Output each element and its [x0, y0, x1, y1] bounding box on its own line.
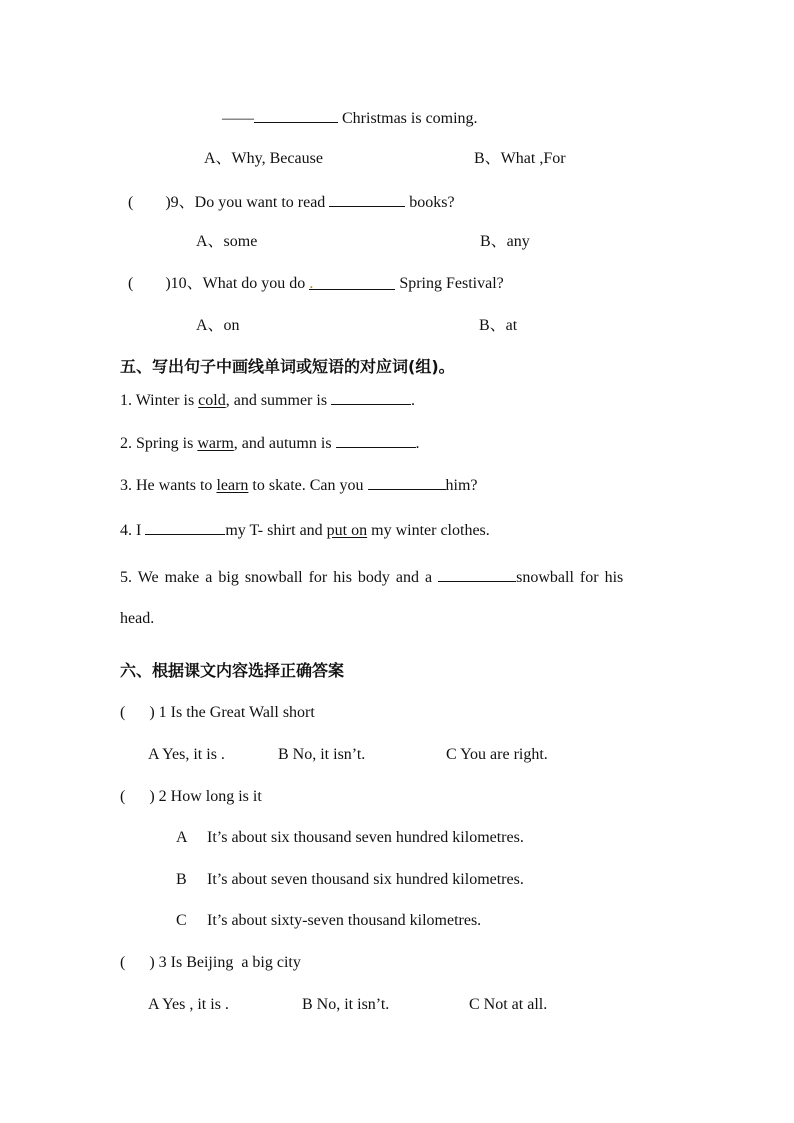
- s6-q3-option-c[interactable]: C Not at all.: [469, 996, 548, 1013]
- s5-item-4: [120, 519, 490, 541]
- s5-item-4-pre: 4. I: [120, 522, 146, 539]
- q10-suffix: Spring Festival?: [395, 275, 504, 292]
- s5-item-5-pre: 5. We make a big snowball for his body and a: [120, 569, 439, 586]
- s5-item-2-post: .: [415, 435, 420, 452]
- s6-q2-option-a[interactable]: It’s about six thousand seven hundred kilometres.: [207, 829, 524, 846]
- q10-answer-paren[interactable]: ( ): [128, 275, 171, 292]
- s6-q2-option-c[interactable]: It’s about sixty-seven thousand kilometres.: [207, 912, 482, 929]
- s5-item-2-pre: 2. Spring is: [120, 435, 198, 452]
- q10-option-a[interactable]: A、on: [196, 317, 240, 334]
- s6-q3-option-b[interactable]: B No, it isn’t.: [302, 996, 390, 1013]
- s6-q1: [120, 703, 315, 723]
- q10-blank-mark: .: [309, 275, 314, 292]
- s5-item-2: [120, 432, 420, 454]
- q10-option-b[interactable]: B、at: [479, 317, 518, 334]
- s5-item-5-line2: head.: [120, 610, 155, 627]
- s5-item-5: [120, 566, 623, 588]
- s6-q3: [120, 953, 301, 973]
- q8-option-b[interactable]: B、What ,For: [474, 150, 566, 167]
- s5-item-5-post: snowball for his: [516, 569, 624, 586]
- s6-q1-text: 1 Is the Great Wall short: [154, 704, 315, 721]
- s5-item-3-mid: to skate. Can you: [248, 477, 368, 494]
- q9-prefix: 9、Do you want to read: [170, 194, 330, 211]
- q8-stem-text: Christmas is coming.: [338, 110, 478, 127]
- q9-option-a[interactable]: A、some: [196, 233, 258, 250]
- s6-q1-option-b[interactable]: B No, it isn’t.: [278, 746, 366, 763]
- s5-item-1-underlined: cold: [198, 392, 226, 409]
- s6-q1-option-c[interactable]: C You are right.: [446, 746, 548, 763]
- s5-item-3-underlined: learn: [216, 477, 249, 494]
- s6-q2: [120, 787, 262, 807]
- s5-item-5-blank[interactable]: [438, 566, 516, 582]
- s6-q2-option-a-letter[interactable]: A: [176, 829, 188, 846]
- q8-option-a[interactable]: A、Why, Because: [204, 150, 323, 167]
- q10-answer-blank[interactable]: [309, 274, 395, 290]
- s5-item-1: [120, 389, 415, 411]
- s5-item-1-post: .: [411, 392, 416, 409]
- s6-q3-option-a[interactable]: A Yes , it is .: [148, 996, 229, 1013]
- q9-option-b[interactable]: B、any: [480, 233, 530, 250]
- q8-dash: ——: [222, 110, 254, 127]
- section6-heading: 六、根据课文内容选择正确答案: [120, 661, 345, 680]
- q9-answer-blank[interactable]: [329, 191, 405, 207]
- s6-q2-answer-paren[interactable]: ( ): [120, 788, 155, 805]
- s5-item-3-pre: 3. He wants to: [120, 477, 217, 494]
- s6-q1-answer-paren[interactable]: ( ): [120, 704, 155, 721]
- q8-answer-blank[interactable]: [254, 107, 338, 123]
- q9-suffix: books?: [405, 194, 455, 211]
- s5-item-4-post: my winter clothes.: [367, 522, 490, 539]
- s5-item-4-blank[interactable]: [145, 519, 225, 535]
- section5-heading: 五、写出句子中画线单词或短语的对应词(组)。: [120, 357, 455, 376]
- s5-item-3: [120, 474, 478, 496]
- s5-item-3-blank[interactable]: [368, 474, 446, 490]
- s5-item-1-pre: 1. Winter is: [120, 392, 199, 409]
- s6-q2-option-c-letter[interactable]: C: [176, 912, 187, 929]
- s6-q1-option-a[interactable]: A Yes, it is .: [148, 746, 225, 763]
- q10-prefix: 10、What do you do: [170, 275, 310, 292]
- s5-item-4-mid: my T- shirt and: [225, 522, 327, 539]
- s5-item-2-underlined: warm: [197, 435, 234, 452]
- s6-q3-text: 3 Is Beijing a big city: [154, 954, 301, 971]
- s6-q2-option-b-letter[interactable]: B: [176, 871, 187, 888]
- s5-item-3-post: him?: [445, 477, 478, 494]
- q9-row: [128, 191, 455, 213]
- s5-item-1-blank[interactable]: [331, 389, 411, 405]
- q10-row: [128, 274, 504, 294]
- s5-item-2-blank[interactable]: [336, 432, 416, 448]
- s6-q2-option-b[interactable]: It’s about seven thousand six hundred kilometres.: [207, 871, 524, 888]
- s5-item-1-mid: , and summer is: [225, 392, 332, 409]
- s6-q3-answer-paren[interactable]: ( ): [120, 954, 155, 971]
- q9-answer-paren[interactable]: ( ): [128, 194, 171, 211]
- q8-stem: [222, 107, 478, 129]
- s6-q2-text: 2 How long is it: [154, 788, 262, 805]
- s5-item-4-underlined: put on: [326, 522, 368, 539]
- s5-item-2-mid: , and autumn is: [233, 435, 336, 452]
